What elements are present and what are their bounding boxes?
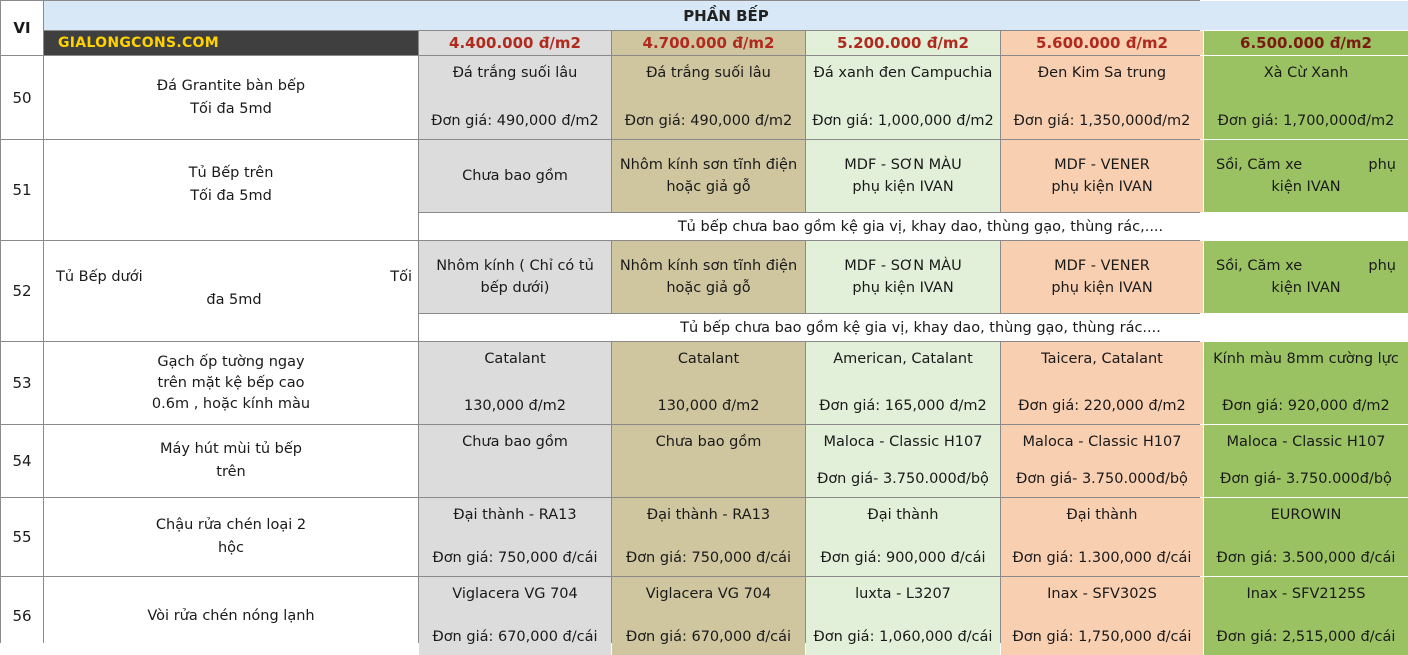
spec-product: Chưa bao gồm [462,168,568,184]
spec-price: Đơn giá: 750,000 đ/cái [432,550,598,566]
item-name [44,241,418,341]
spec-split-line [1210,154,1402,176]
item-line: Máy hút mùi tủ bếp [159,441,303,457]
spec-price: Đơn giá: 1,700,000đ/m2 [1217,113,1395,129]
item-line: hộc [217,540,245,556]
spec-price: Đơn giá: 1,060,000 đ/cái [813,629,993,645]
spec-cell [612,342,805,424]
item-name [44,498,418,576]
spec-price: Đơn giá: 1.300,000 đ/cái [1012,550,1192,566]
spec-cell [1204,425,1408,497]
spec-price: Đơn giá: 750,000 đ/cái [625,550,792,566]
spec-product: phụ [1368,257,1396,274]
spec-product: MDF - VENER [1054,257,1150,274]
spec-price: Đơn giá: 490,000 đ/m2 [431,113,599,129]
item-line: Tối [390,269,412,285]
spec-product: Đá xanh đen Campuchia [813,65,993,81]
item-line: Tối đa 5md [190,188,272,204]
spec-cell [612,56,805,139]
spec-price: Đơn giá: 1,750,000 đ/cái [1012,629,1192,645]
item-name [44,425,418,497]
price-header-1: 4.400.000 đ/m2 [419,31,611,55]
spec-cell [419,56,611,139]
spec-cell [806,425,1000,497]
item-line: trên mặt kệ bếp cao [157,374,305,391]
row-number: 51 [1,140,43,240]
row-number: 52 [1,241,43,341]
spec-price: Đơn giá- 3.750.000đ/bộ [1220,471,1392,487]
spec-product: Chưa bao gồm [655,434,762,450]
spec-cell [419,140,611,212]
spec-product: luxta - L3207 [855,586,951,602]
spec-cell [419,342,611,424]
spec-product: Sồi, Căm xe [1216,257,1303,274]
spec-cell [806,342,1000,424]
spec-cell [806,56,1000,139]
spec-cell [612,577,805,655]
spec-cell [1001,425,1203,497]
spec-product: kiện IVAN [1271,279,1341,296]
item-line: Đá Grantite bàn bếp [156,77,306,94]
spec-product: hoặc giả gỗ [666,178,751,195]
spec-price: Đơn giá- 3.750.000đ/bộ [1016,471,1188,487]
spec-cell [806,577,1000,655]
spec-cell [1204,498,1408,576]
price-header-2: 4.700.000 đ/m2 [612,31,805,55]
section-title: PHẦN BẾP [44,1,1408,30]
spec-cell [1001,140,1203,212]
spec-product: Kính màu 8mm cường lực [1213,351,1399,367]
spec-price: Đơn giá: 165,000 đ/m2 [819,398,987,414]
spec-product: phụ [1368,156,1396,173]
spec-product: kiện IVAN [1271,178,1341,195]
spec-cell [806,140,1000,212]
spec-product: hoặc giả gỗ [666,279,751,296]
spec-cell [806,498,1000,576]
spec-price: Đơn giá: 3.500,000 đ/cái [1216,550,1396,566]
spec-product: MDF - VENER [1054,156,1150,173]
item-line: Vòi rửa chén nóng lạnh [147,607,315,624]
spec-cell [612,140,805,212]
spec-cell [1001,241,1203,313]
spec-price: Đơn giá: 490,000 đ/m2 [624,113,793,129]
item-name [44,140,418,240]
item-name [44,56,418,139]
item-line: Gạch ốp tường ngay [157,353,305,370]
spec-cell [1001,577,1203,655]
brand-label: GIALONGCONS.COM [44,31,418,55]
spec-cell [419,498,611,576]
spec-product: MDF - SƠN MÀU [844,257,962,274]
spec-product: phụ kiện IVAN [1051,178,1153,195]
spec-product: Inax - SFV302S [1047,586,1157,602]
spec-product: EUROWIN [1270,507,1342,523]
spec-cell [1001,498,1203,576]
spec-product: Maloca - Classic H107 [823,434,983,450]
spec-product: Maloca - Classic H107 [1226,434,1386,450]
spec-price: Đơn giá: 220,000 đ/m2 [1018,398,1186,414]
spec-price: Đơn giá: 670,000 đ/cái [432,629,598,645]
spec-price: Đơn giá: 2,515,000 đ/cái [1216,629,1396,645]
spec-product: phụ kiện IVAN [852,178,954,195]
spec-price: Đơn giá- 3.750.000đ/bộ [817,471,989,487]
note-row: Tủ bếp chưa bao gồm kệ gia vị, khay dao, thùng gạo, thùng rác.... [419,314,1408,341]
spec-cell [419,425,611,497]
spec-product: phụ kiện IVAN [1051,279,1153,296]
spec-cell [1204,140,1408,212]
spec-price: 130,000 đ/m2 [657,398,760,414]
spec-product: Đen Kim Sa trung [1037,65,1167,81]
spec-cell [1204,56,1408,139]
spec-product: Nhôm kính ( Chỉ có tủ [436,257,594,274]
spec-split-line [1210,255,1402,277]
row-number: 56 [1,577,43,655]
spec-price: Đơn giá: 900,000 đ/cái [820,550,986,566]
item-line: Tối đa 5md [190,100,272,117]
item-name [44,342,418,424]
spec-product: Đại thành - RA13 [453,507,577,523]
spec-price: Đơn giá: 1,350,000đ/m2 [1013,113,1191,129]
spec-product: Catalant [677,351,740,367]
spec-cell [1001,56,1203,139]
spec-product: bếp dưới) [480,279,550,296]
spec-product: Viglacera VG 704 [645,586,772,602]
spec-cell [419,577,611,655]
spec-product: Catalant [484,351,546,367]
spec-cell [1204,342,1408,424]
price-header-4: 5.600.000 đ/m2 [1001,31,1203,55]
spec-product: Đại thành - RA13 [646,507,771,523]
spec-product: MDF - SƠN MÀU [844,156,962,173]
spec-product: Nhôm kính sơn tĩnh điện [619,156,798,173]
spec-product: American, Catalant [833,351,973,367]
item-line: trên [216,464,246,480]
spec-cell [612,498,805,576]
spec-price: 130,000 đ/m2 [463,398,566,414]
item-name [44,577,418,655]
spec-cell [1204,241,1408,313]
item-line-wrap [56,289,412,312]
price-header-3: 5.200.000 đ/m2 [806,31,1000,55]
spec-cell [419,241,611,313]
item-split-line [56,266,412,289]
item-line: Chậu rửa chén loại 2 [155,517,307,533]
spec-cell [612,241,805,313]
note-row: Tủ bếp chưa bao gồm kệ gia vị, khay dao, thùng gạo, thùng rác,.... [419,213,1408,240]
spec-product: Sồi, Căm xe [1216,156,1303,173]
spec-product: phụ kiện IVAN [852,279,954,296]
item-line: 0.6m , hoặc kính màu [151,395,311,412]
spec-product: Viglacera VG 704 [452,586,578,602]
spec-cell [806,241,1000,313]
spec-price: Đơn giá: 1,000,000 đ/m2 [812,113,994,129]
spec-product: Chưa bao gồm [462,434,568,450]
spec-product: Xà Cừ Xanh [1263,65,1349,81]
row-number: 50 [1,56,43,139]
spec-product: Nhôm kính sơn tĩnh điện [619,257,798,274]
item-line: Tủ Bếp trên [188,165,274,181]
spec-product: Inax - SFV2125S [1246,586,1366,602]
spec-product: Đá trắng suối lâu [452,65,578,81]
spec-product: Maloca - Classic H107 [1022,434,1182,450]
spec-cell [612,425,805,497]
spec-cell [1204,577,1408,655]
section-number: VI [1,1,43,55]
spec-cell [1001,342,1203,424]
price-header-5: 6.500.000 đ/m2 [1204,31,1408,55]
item-line: đa 5md [206,292,262,308]
row-number: 55 [1,498,43,576]
item-line: Tủ Bếp dưới [56,269,143,285]
spec-price: Đơn giá: 920,000 đ/m2 [1222,398,1390,414]
row-number: 53 [1,342,43,424]
spec-product: Đại thành [1066,507,1138,523]
row-number: 54 [1,425,43,497]
spec-product: Taicera, Catalant [1041,351,1163,367]
spec-price: Đơn giá: 670,000 đ/cái [625,629,792,645]
spec-product: Đại thành [867,507,939,523]
spec-product: Đá trắng suối lâu [646,65,771,81]
